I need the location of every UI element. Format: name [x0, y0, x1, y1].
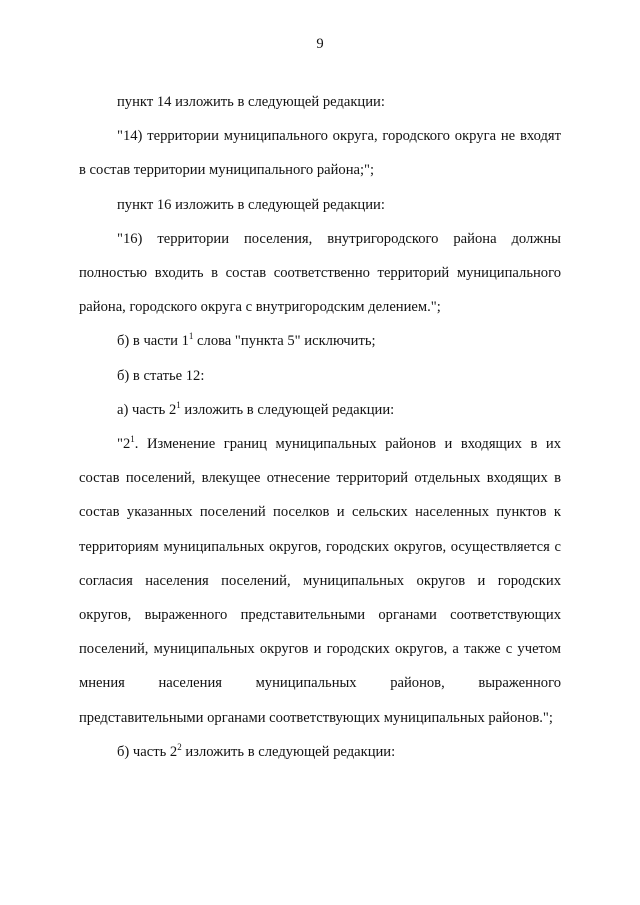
superscript: 1 [130, 434, 135, 445]
paragraph-part-2-1-text [79, 427, 561, 735]
text-fragment: слова "пункта 5" исключить; [193, 333, 376, 350]
text-fragment: . Изменение границ муниципальных районов и входящих в их состав поселений, влекущее отнесение территорий отдельных входящих в состав указанных поселений поселков и сельских населенных пунктов к территориям муниципальных округов, городских округов, осуществляется с согласия населения поселений, муниципальных округов и городских округов, выраженного представительными органами соответствующих поселений, муниципальных округов и городских округов, а также с учетом мнения населения муниципальных районов, выраженного представительными органами соответствующих муниципальных районов."; [79, 436, 561, 726]
paragraph-item-14-text: "14) территории муниципального округа, городского округа не входят в состав территории муниципального района;"; [79, 128, 561, 179]
text-fragment: изложить в следующей редакции: [180, 401, 395, 418]
paragraph-part-2-1-intro [79, 393, 561, 427]
text-fragment: б) в части 1 [117, 333, 189, 350]
paragraph-item-16-intro: пункт 16 изложить в следующей редакции: [117, 196, 385, 213]
paragraph-item-14-intro: пункт 14 изложить в следующей редакции: [117, 94, 385, 110]
superscript: 1 [188, 331, 194, 342]
paragraph-article-12: б) в статье 12: [117, 367, 205, 384]
superscript: 2 [177, 741, 182, 752]
superscript: 1 [176, 399, 181, 410]
text-fragment: "2 [117, 436, 131, 453]
text-fragment: б) часть 2 [117, 743, 178, 760]
document-body [79, 85, 561, 769]
paragraph-item-16-text: "16) территории поселения, внутригородского района должны полностью входить в состав соответственно территорий муниципального района, городского округа с внутригородским делением."; [79, 230, 561, 316]
page-number: 9 [316, 36, 324, 52]
paragraph-part-1-1-amendment [79, 324, 561, 358]
paragraph-part-2-2-intro [79, 735, 561, 769]
text-fragment: изложить в следующей редакции: [181, 743, 396, 760]
text-fragment: а) часть 2 [117, 401, 177, 418]
